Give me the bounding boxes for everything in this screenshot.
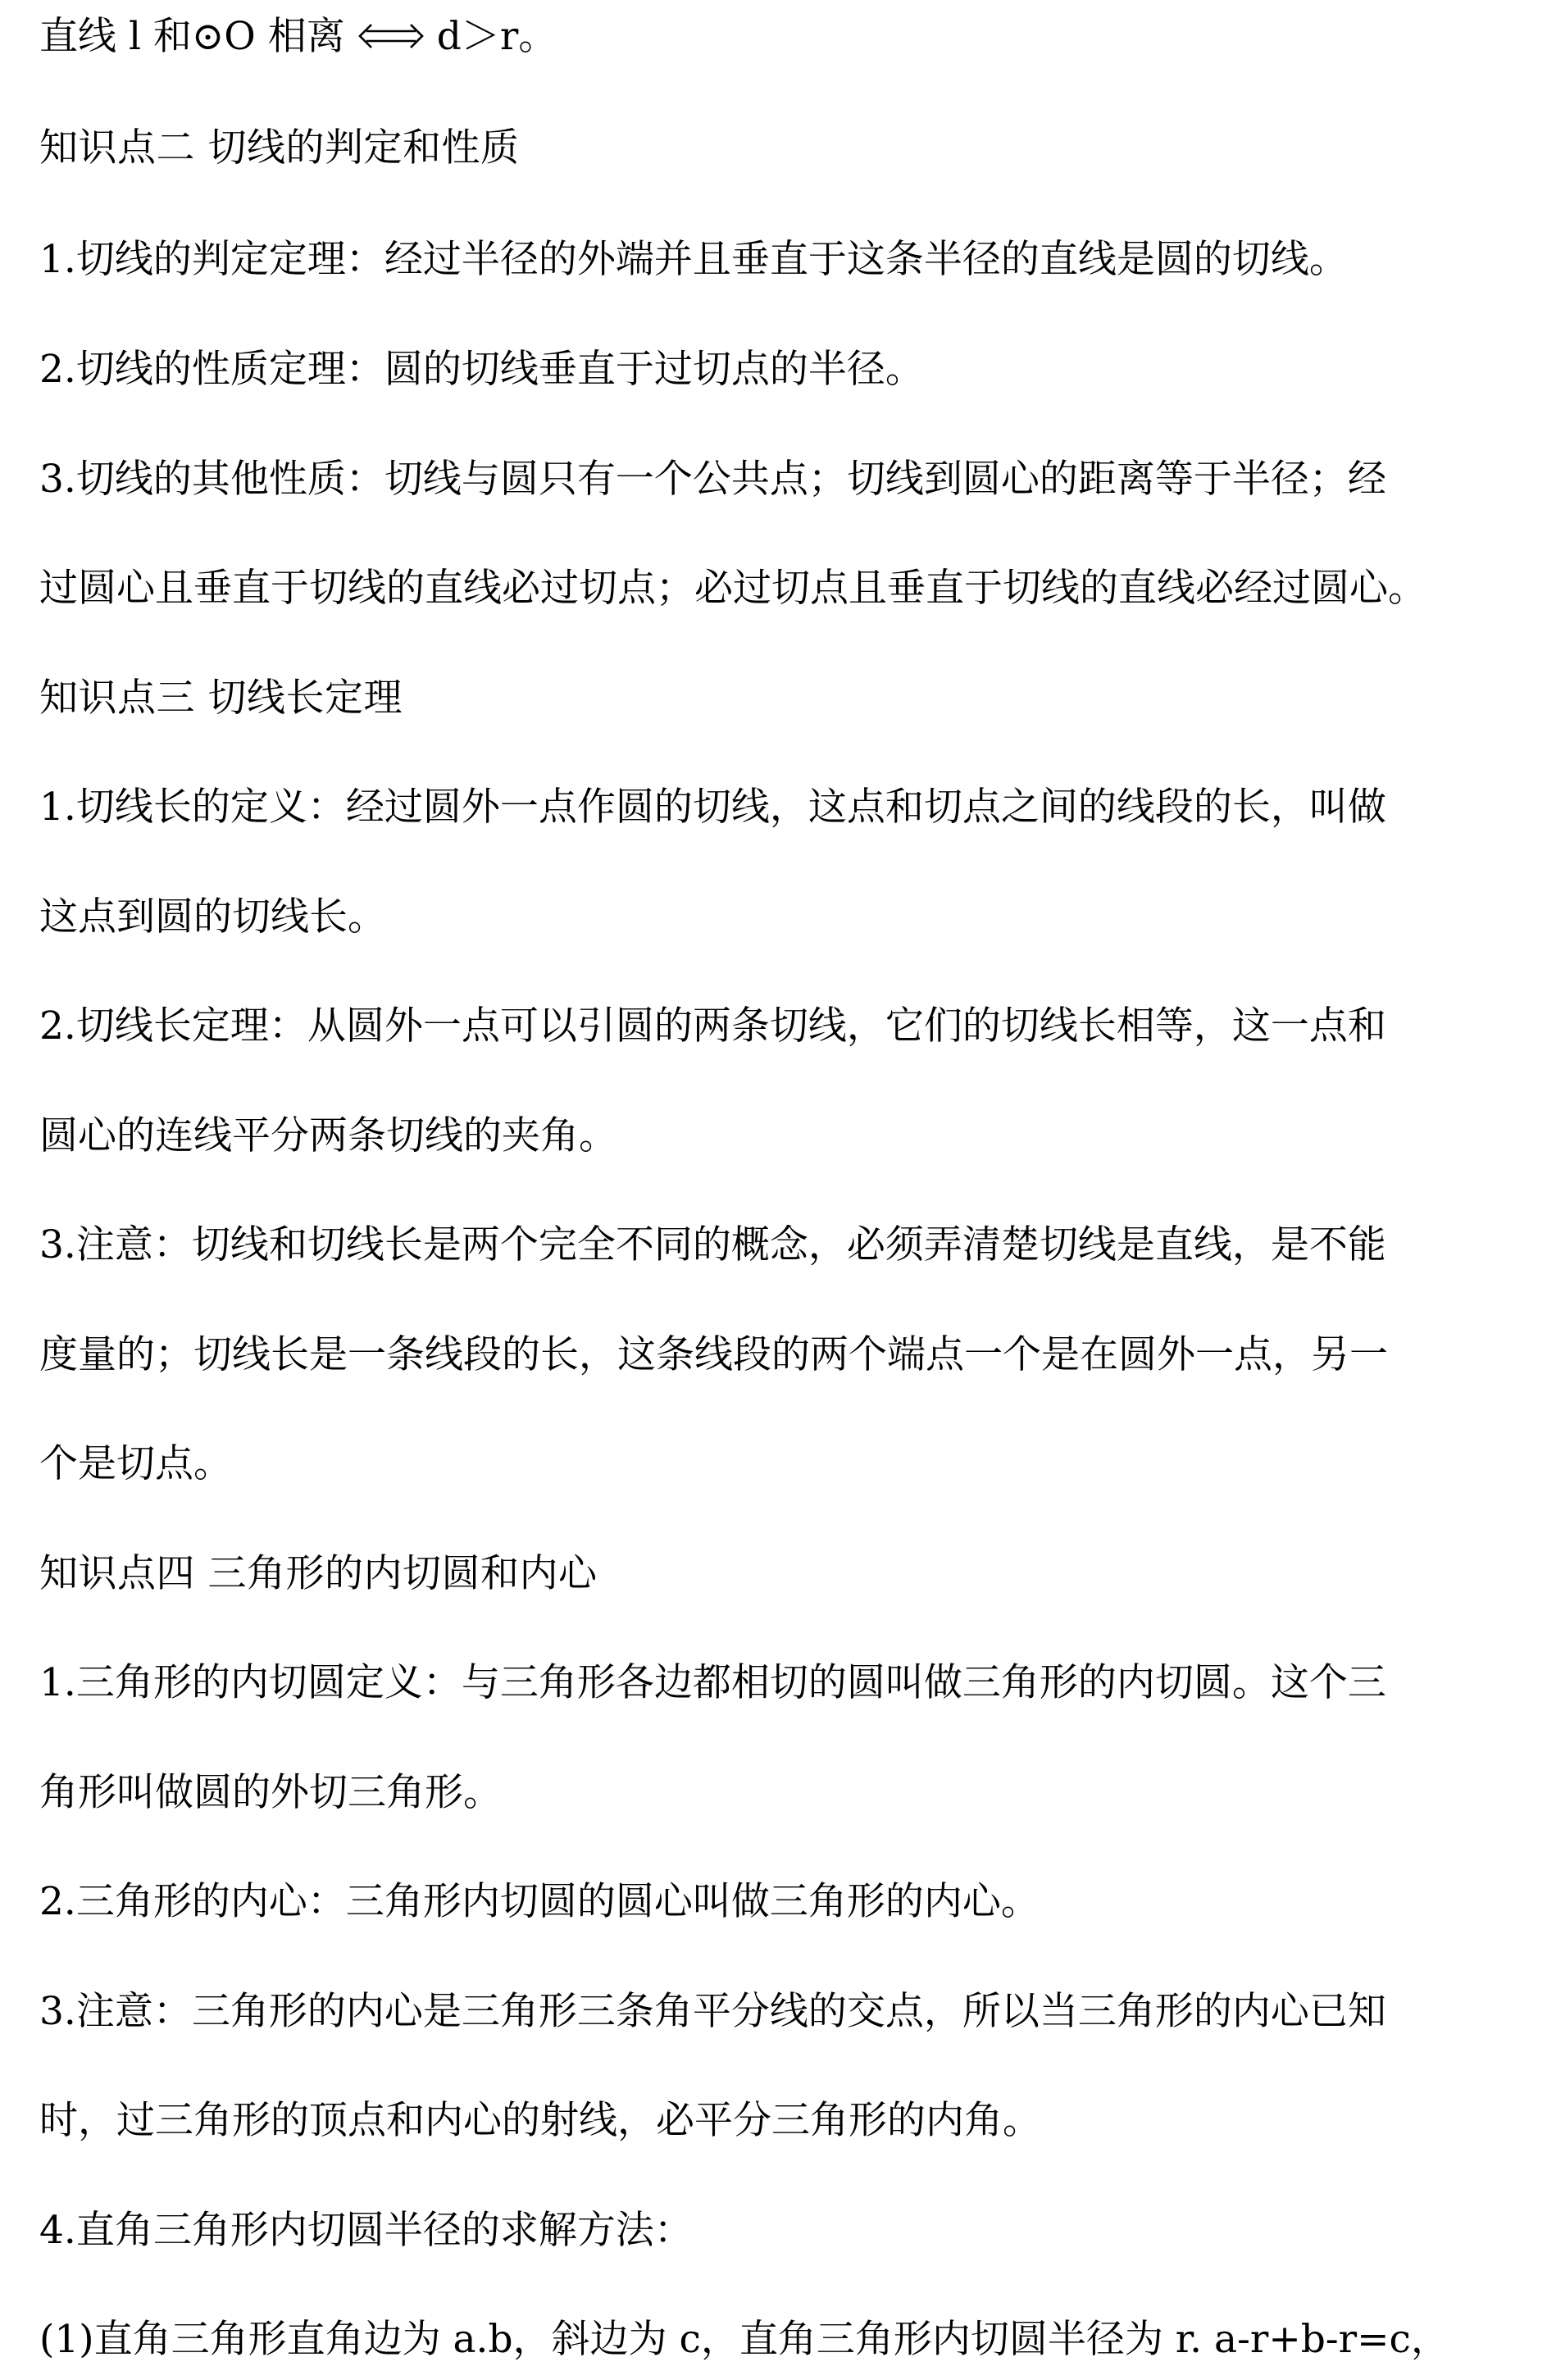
separation-text-left: 直线 l 和⊙O 相离	[39, 14, 345, 59]
paragraph-line: (1)直角三角形直角边为 a.b，斜边为 c，直角三角形内切圆半径为 r. a-r+b-r=c，	[39, 2317, 1449, 2362]
paragraph-line: 3.注意：切线和切线长是两个完全不同的概念，必须弄清楚切线是直线，是不能	[39, 1222, 1386, 1267]
paragraph-line: 1.切线长的定义：经过圆外一点作圆的切线，这点和切点之间的线段的长，叫做	[39, 785, 1386, 830]
paragraph-line: 3.切线的其他性质：切线与圆只有一个公共点；切线到圆心的距离等于半径；经	[39, 457, 1386, 502]
paragraph-line: 这点到圆的切线长。	[39, 894, 386, 940]
line-separation-condition	[39, 7, 1540, 67]
paragraph-line: 2.切线的性质定理：圆的切线垂直于过切点的半径。	[39, 347, 924, 392]
double-arrow-icon	[358, 20, 424, 52]
separation-text-right: d＞r。	[436, 14, 557, 59]
section-heading-4: 知识点四 三角形的内切圆和内心	[39, 1551, 598, 1596]
paragraph-line: 2.三角形的内心：三角形内切圆的圆心叫做三角形的内心。	[39, 1879, 1040, 1924]
paragraph-line: 圆心的连线平分两条切线的夹角。	[39, 1113, 617, 1158]
paragraph-line: 过圆心且垂直于切线的直线必过切点；必过切点且垂直于切线的直线必经过圆心。	[39, 566, 1426, 611]
paragraph-line: 时，过三角形的顶点和内心的射线，必平分三角形的内角。	[39, 2098, 1041, 2143]
section-heading-3: 知识点三 切线长定理	[39, 676, 403, 721]
section-heading-2: 知识点二 切线的判定和性质	[39, 125, 520, 171]
paragraph-line: 2.切线长定理：从圆外一点可以引圆的两条切线，它们的切线长相等，这一点和	[39, 1003, 1386, 1049]
paragraph-line: 1.三角形的内切圆定义：与三角形各边都相切的圆叫做三角形的内切圆。这个三	[39, 1660, 1386, 1705]
paragraph-line: 个是切点。	[39, 1441, 232, 1486]
paragraph-line: 度量的；切线长是一条线段的长，这条线段的两个端点一个是在圆外一点，另一	[39, 1332, 1388, 1377]
paragraph-line: 4.直角三角形内切圆半径的求解方法：	[39, 2208, 693, 2253]
paragraph-line: 角形叫做圆的外切三角形。	[39, 1770, 502, 1815]
paragraph-line: 1.切线的判定定理：经过半径的外端并且垂直于这条半径的直线是圆的切线。	[39, 237, 1348, 282]
paragraph-line: 3.注意：三角形的内心是三角形三条角平分线的交点，所以当三角形的内心已知	[39, 1989, 1386, 2034]
